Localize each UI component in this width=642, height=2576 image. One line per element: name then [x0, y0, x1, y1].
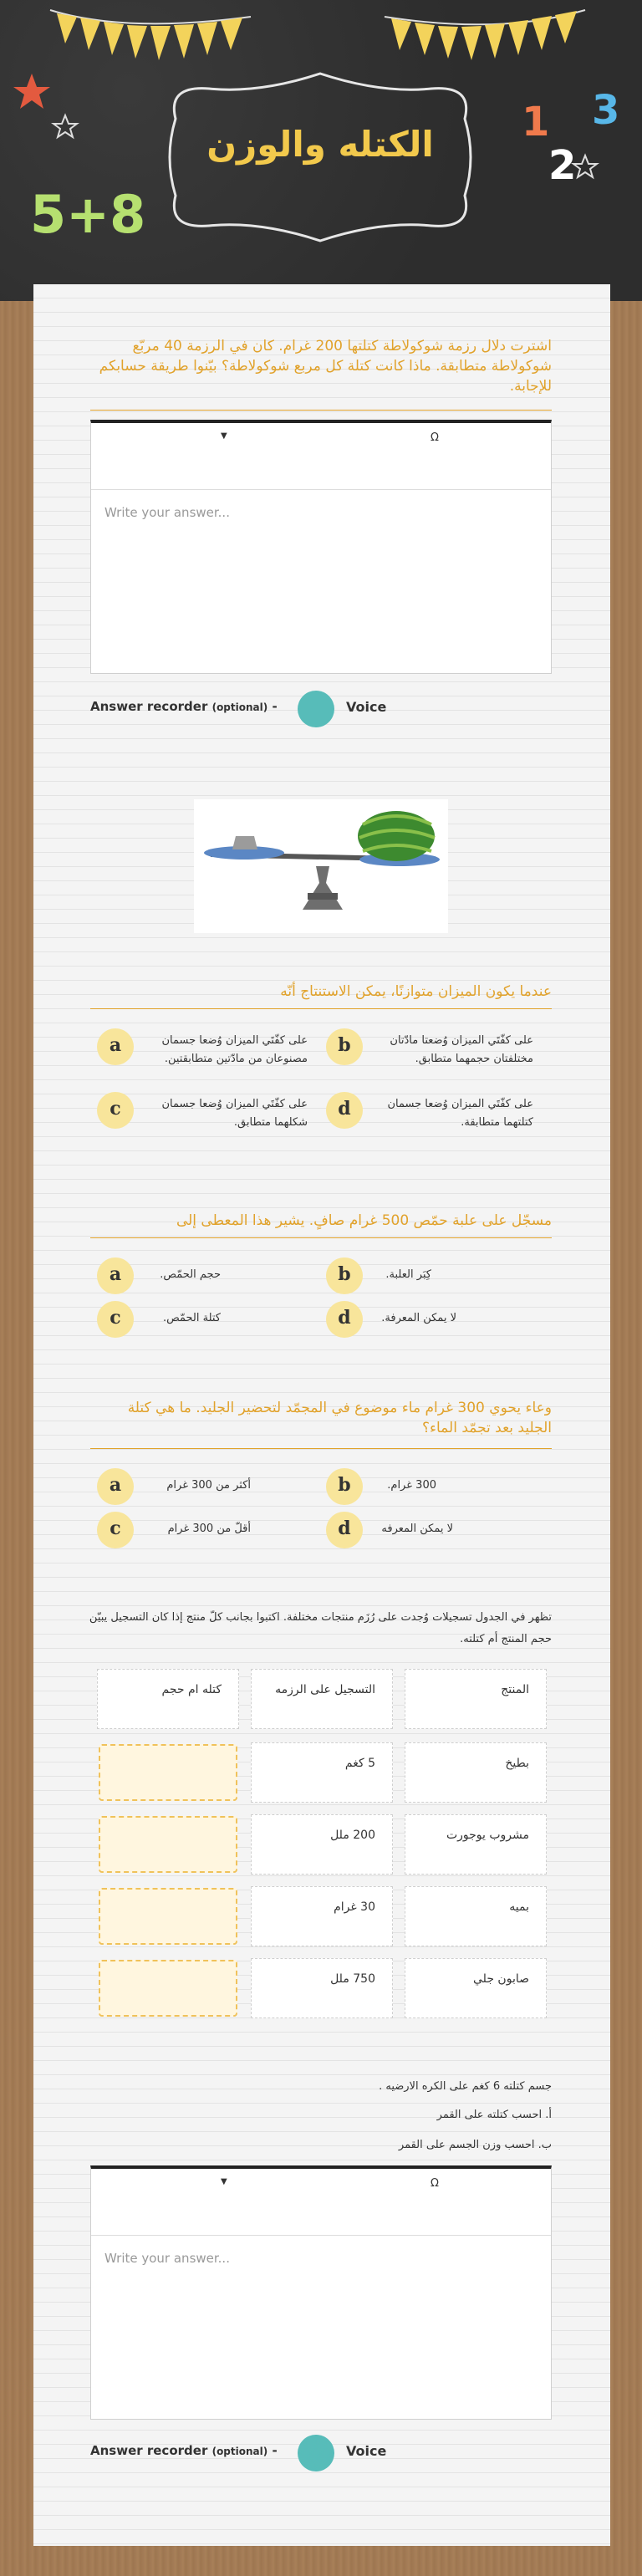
question-2-divider [90, 1008, 552, 1009]
table-header-product: المنتج [405, 1669, 547, 1729]
option-d-badge[interactable]: d [326, 1301, 363, 1338]
table-cell-product: بميه [405, 1886, 547, 1946]
recorder-optional-text: (optional) [211, 701, 268, 713]
question-6-line-1: جسم كتلته 6 كغم على الكره الارضيه . [379, 2080, 552, 2093]
option-d-text[interactable]: على كفّتَي الميزان وُضعا جسمان كتلتهما متطابقة. [387, 1098, 533, 1129]
page-title: الكتله والوزن [206, 124, 434, 165]
chalk-number-1: 1 [522, 99, 550, 145]
option-b-badge[interactable]: b [326, 1257, 363, 1294]
question-1-prompt: اشترت دلال رزمة شوكولاطة كتلتها 200 غرام. كان في الرزمة 40 مربّع شوكولاطة متطابقة. ماذا كانت كتلة كل مربع شوكولاطة؟ بيّنوا طريقة حسابكم للإجابة. [99, 338, 552, 395]
table-cell-product: صابون جلي [405, 1958, 547, 2018]
balance-scale-image [194, 799, 448, 933]
answer-recorder-label [90, 699, 278, 714]
question-6-line-3: ب. احسب وزن الجسم على القمر [398, 2139, 552, 2151]
table-header-answer: كتله ام حجم [97, 1669, 239, 1729]
option-d-text[interactable]: لا يمكن المعرفه [381, 1523, 453, 1535]
recorder-dash: - [272, 699, 278, 714]
balance-scale-illustration [194, 799, 448, 933]
voice-record-button[interactable] [298, 2435, 334, 2471]
voice-label: Voice [346, 2443, 387, 2459]
question-3-divider [90, 1237, 552, 1238]
format-dropdown-icon[interactable]: ▼ [221, 431, 227, 441]
table-cell-record: 750 ملل [251, 1958, 393, 2018]
table-cell-product: مشروب يوجورت [405, 1814, 547, 1875]
voice-record-button[interactable] [298, 691, 334, 727]
chalk-number-3: 3 [592, 87, 620, 134]
question-4-prompt: وعاء يحوي 300 غرام ماء موضوع في المجمّد لتحضير الجليد. ما هي كتلة الجليد بعد تجمّد الماء؟ [127, 1400, 552, 1436]
option-a-text[interactable]: حجم الحمّص. [160, 1268, 221, 1281]
question-1-answer-editor[interactable] [90, 420, 552, 674]
table-cell-record: 30 غرام [251, 1886, 393, 1946]
question-3-prompt: مسجّل على علبة حمّص 500 غرام صافٍ. يشير هذا المعطى إلى [176, 1212, 552, 1229]
option-a-badge[interactable]: a [97, 1028, 134, 1065]
chalk-number-2: 2 [548, 142, 577, 189]
option-a-text[interactable]: أكثر من 300 غرام [166, 1479, 251, 1492]
chalkboard-header [0, 0, 642, 301]
format-dropdown-icon[interactable]: ▼ [221, 2177, 227, 2186]
option-d-text[interactable]: لا يمكن المعرفة. [381, 1312, 456, 1324]
editor-toolbar [91, 2169, 551, 2236]
answer-placeholder[interactable]: Write your answer... [104, 505, 230, 520]
table-cell-record: 5 كغم [251, 1742, 393, 1803]
option-b-text[interactable]: 300 غرام. [387, 1479, 436, 1492]
special-characters-icon[interactable]: Ω [431, 2177, 439, 2190]
option-a-text[interactable]: على كفّتَي الميزان وُضعا جسمان مصنوعان من مادّتين متطابقتين. [161, 1034, 308, 1065]
recorder-label-text: Answer recorder [90, 699, 208, 714]
option-b-text[interactable]: على كفّتَي الميزان وُضعتا مادّتان مختلفتان حجمهما متطابق. [390, 1034, 533, 1065]
answer-drop-zone[interactable] [99, 1816, 237, 1873]
special-characters-icon[interactable]: Ω [431, 431, 439, 444]
voice-label: Voice [346, 699, 387, 715]
option-c-badge[interactable]: c [97, 1512, 134, 1548]
option-d-badge[interactable]: d [326, 1512, 363, 1548]
question-5-intro: تظهر في الجدول تسجيلات وُجدت على رُزَم منتجات مختلفة. اكتبوا بجانب كلّ منتج إذا كان التسجيل يبيّن حجم المنتج أم كتلته. [89, 1611, 552, 1645]
recorder-label-text: Answer recorder [90, 2443, 208, 2458]
option-b-badge[interactable]: b [326, 1468, 363, 1505]
question-6-answer-editor[interactable] [90, 2165, 552, 2420]
recorder-optional-text: (optional) [211, 2446, 268, 2457]
question-1-divider [90, 410, 552, 411]
table-header-record: التسجيل على الرزمه [251, 1669, 393, 1729]
answer-placeholder[interactable]: Write your answer... [104, 2251, 230, 2266]
answer-drop-zone[interactable] [99, 1888, 237, 1945]
option-c-badge[interactable]: c [97, 1092, 134, 1129]
option-c-badge[interactable]: c [97, 1301, 134, 1338]
option-b-badge[interactable]: b [326, 1028, 363, 1065]
question-4-divider [90, 1448, 552, 1449]
option-a-badge[interactable]: a [97, 1257, 134, 1294]
option-c-text[interactable]: على كفّتَي الميزان وُضعا جسمان شكلهما متطابق. [161, 1098, 308, 1129]
chalk-math: 5+8 [30, 184, 146, 245]
option-c-text[interactable]: أقلّ من 300 غرام [167, 1523, 251, 1535]
answer-recorder-label [90, 2443, 278, 2458]
recorder-dash: - [272, 2443, 278, 2458]
table-cell-record: 200 ملل [251, 1814, 393, 1875]
editor-toolbar [91, 423, 551, 490]
answer-drop-zone[interactable] [99, 1744, 237, 1801]
question-6-line-2: أ. احسب كتلته على القمر [436, 2109, 552, 2121]
option-a-badge[interactable]: a [97, 1468, 134, 1505]
option-b-text[interactable]: كِبَر العلبة. [385, 1268, 431, 1281]
option-d-badge[interactable]: d [326, 1092, 363, 1129]
table-cell-product: بطيخ [405, 1742, 547, 1803]
option-c-text[interactable]: كتلة الحمّص. [162, 1312, 221, 1324]
question-2-prompt: عندما يكون الميزان متوازنًا، يمكن الاستنتاج أنّه [280, 983, 552, 1000]
answer-drop-zone[interactable] [99, 1960, 237, 2017]
